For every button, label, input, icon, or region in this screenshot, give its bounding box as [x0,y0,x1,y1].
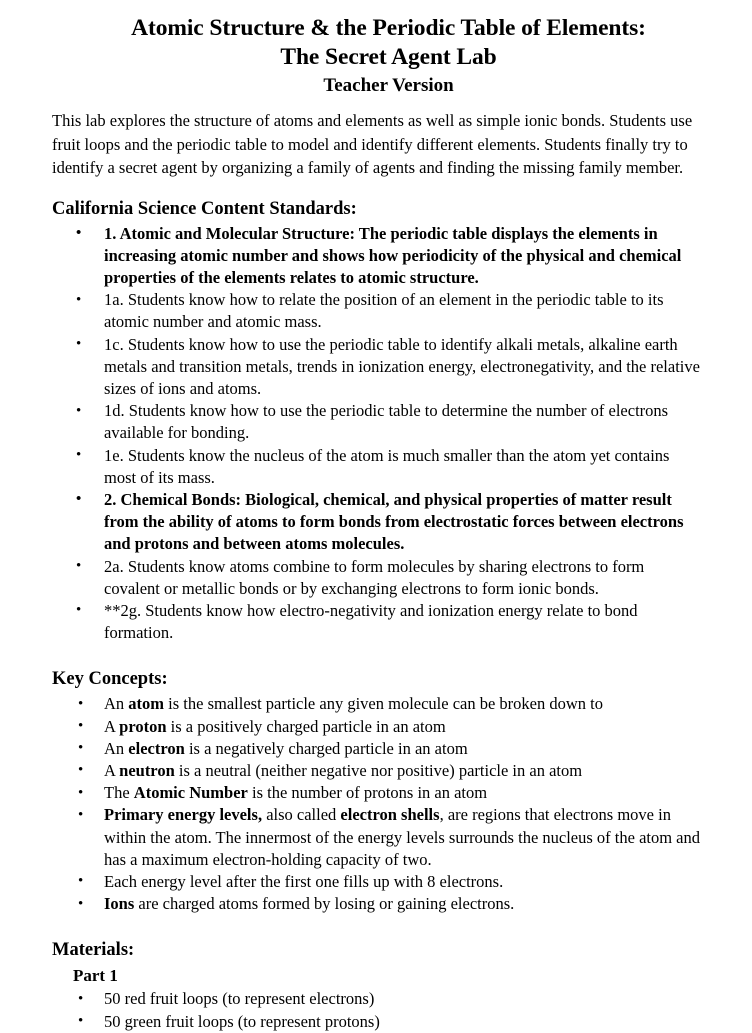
concept-text: also called [262,805,341,825]
document-version-label: Teacher Version [323,75,454,96]
page-title-line-1: Atomic Structure & the Periodic Table of Elements: [131,15,646,41]
standards-list [52,223,725,645]
key-term: Atomic Number [133,783,248,803]
key-term: neutron [119,760,175,780]
concept-text: A [104,760,120,780]
standards-list-item: • 1. Atomic and Molecular Structure: The periodic table displays the elements in increasing atomic number and shows how periodicity of the physical and chemical properties of the elements relates to atomic structure. [52,223,725,290]
concept-text: is the number of protons in an atom [247,783,488,803]
standards-list-item: • 1d. Students know how to use the periodic table to determine the number of electrons available for bonding. [52,400,725,444]
key-term: electron shells [340,805,440,825]
standards-list-item: • 1a. Students know how to relate the position of an element in the periodic table to its atomic number and atomic mass. [52,289,725,333]
key-concept-list-item [52,782,725,804]
key-term: proton [119,716,167,736]
materials-list-item: • 50 green fruit loops (to represent protons) [52,1011,725,1033]
materials-part-label: Part 1 [73,966,118,986]
section-heading-materials: Materials: [52,940,135,961]
concept-text: is a positively charged particle in an atom [166,716,446,736]
page-title-line-2: The Secret Agent Lab [280,44,497,70]
key-term: Primary energy levels, [104,805,263,825]
intro-paragraph: This lab explores the structure of atoms and elements as well as simple ionic bonds. Students use fruit loops and the periodic table to model and identify different elements. Students finally try to identify a secret agent by organizing a family of agents and finding the missing family member. [52,111,693,177]
materials-list-item: • 50 red fruit loops (to represent electrons) [52,988,725,1010]
key-concept-list-item [52,804,725,871]
key-concept-list-item [52,893,725,915]
materials-list [52,988,725,1032]
concept-text: The [104,783,134,803]
concept-text: , are regions that electrons move in within the atom. The innermost of the energy levels surrounds the nucleus of the atom and has a maximum electron-holding capacity of two. [104,805,701,869]
concept-text: is the smallest particle any given molecule can be broken down to [164,694,603,714]
key-concept-list-item [52,693,725,715]
key-term: atom [128,694,165,714]
concept-text: is a neutral (neither negative nor positive) particle in an atom [174,760,583,780]
concept-text: A [104,716,120,736]
section-heading-key-concepts: Key Concepts: [52,669,168,690]
key-concept-list-item [52,738,725,760]
standards-list-item: • 2a. Students know atoms combine to form molecules by sharing electrons to form covalent or metallic bonds or by exchanging electrons to form ionic bonds. [52,556,725,600]
concept-text: are charged atoms formed by losing or gaining electrons. [134,894,515,914]
section-heading-standards: California Science Content Standards: [52,198,357,219]
key-concept-list-item [52,760,725,782]
standards-list-item: • **2g. Students know how electro-negativity and ionization energy relate to bond formation. [52,600,725,644]
concept-text: is a negatively charged particle in an atom [184,738,468,758]
key-concept-list-item [52,871,725,893]
key-concepts-list [52,693,725,915]
key-concept-list-item [52,716,725,738]
concept-text: An [104,694,129,714]
standards-list-item: • 2. Chemical Bonds: Biological, chemical, and physical properties of matter result from the ability of atoms to form bonds from electrostatic forces between electrons and protons and between atoms molecules. [52,489,725,556]
standards-list-item: • 1c. Students know how to use the periodic table to identify alkali metals, alkaline earth metals and transition metals, trends in ionization energy, electronegativity, and the relative sizes of ions and atoms. [52,334,725,401]
key-term: electron [128,738,185,758]
key-term: Ions [104,894,135,914]
concept-text: Each energy level after the first one fills up with 8 electrons. [104,871,504,891]
concept-text: An [104,738,129,758]
standards-list-item: • 1e. Students know the nucleus of the atom is much smaller than the atom yet contains most of its mass. [52,445,725,489]
document-title-block [52,14,725,98]
